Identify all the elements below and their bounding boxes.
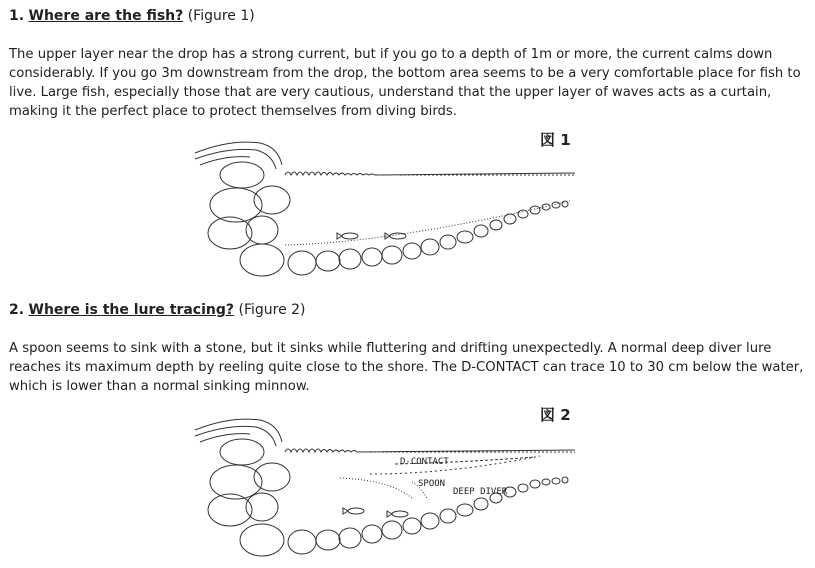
section1-title-link[interactable]: Where are the fish? [28, 8, 184, 24]
spoon-trace [340, 478, 412, 498]
section1-paragraph: The upper layer near the drop has a strong current, but if you go to a depth of 1m or more, the current calms down considerably. If you go 3m downstream from the drop, the bottom area seems to be a very comfortable place for fish to live. Large fish, especially those that are very cautious, understand that the upper layer of waves acts as a curtain, making it the perfect place to protect themselves from diving birds. [9, 47, 801, 119]
figure1-diagram [190, 135, 575, 285]
section1-figure-ref: (Figure 1) [187, 8, 255, 24]
section1-heading [9, 7, 255, 25]
figure2-diagram [190, 412, 575, 568]
section2-heading [9, 301, 306, 319]
figure2-label: 図 2 [540, 406, 571, 424]
deep-diver-trace [370, 456, 540, 474]
section2-title-link[interactable]: Where is the lure tracing? [28, 302, 235, 318]
section2-figure-ref: (Figure 2) [238, 302, 306, 318]
fish-icon [337, 233, 358, 239]
section2-number: 2. [9, 302, 25, 318]
spoon-label: SPOON [418, 479, 446, 489]
figure1-label: 図 1 [540, 131, 571, 149]
fish-icon [343, 508, 364, 514]
section1-number: 1. [9, 8, 25, 24]
fish-icon [387, 511, 408, 517]
section2-paragraph: A spoon seems to sink with a stone, but it sinks while fluttering and drifting unexpectedly. A normal deep diver lure reaches its maximum depth by reeling quite close to the shore. The D-CONTACT can trace 10 to 30 cm below the water, which is lower than a normal sinking minnow. [9, 341, 804, 394]
deep-diver-label: DEEP DIVER [453, 487, 508, 497]
fish-icon [385, 233, 406, 239]
d-contact-label: D-CONTACT [400, 457, 449, 467]
